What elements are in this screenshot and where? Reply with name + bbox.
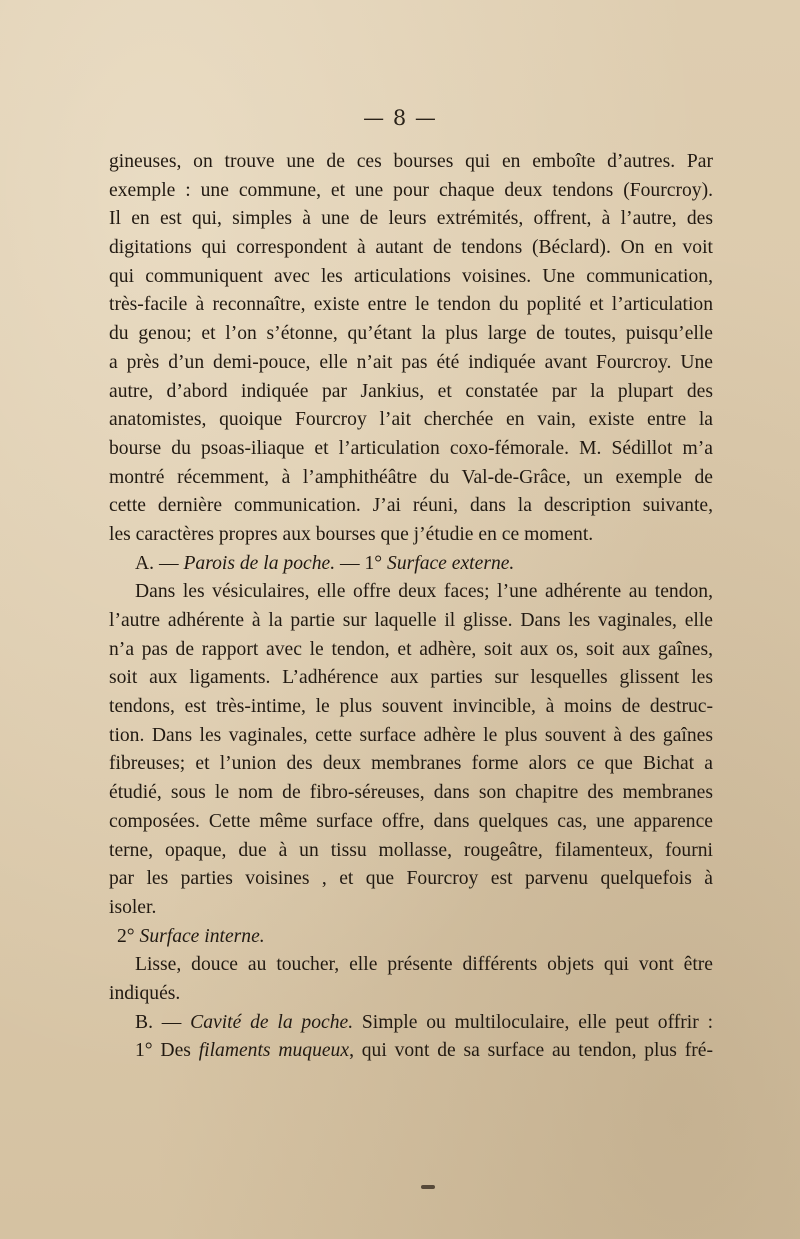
text-line bbox=[109, 291, 713, 320]
text-line bbox=[109, 148, 713, 177]
text-segment: exemple : une commune, et une pour chaque deux tendons (Fourcroy). bbox=[109, 179, 713, 201]
text-line bbox=[109, 234, 713, 263]
text-segment: Il en est qui, simples à une de leurs extrémités, offrent, à l’autre, des bbox=[109, 208, 713, 230]
text-segment: 1° Des bbox=[135, 1040, 199, 1062]
text-segment: tion. Dans les vaginales, cette surface adhère le plus souvent à des gaînes bbox=[109, 724, 713, 746]
text-line bbox=[109, 808, 713, 837]
text-segment: les caractères propres aux bourses que j’étudie en ce moment. bbox=[109, 523, 594, 545]
text-line bbox=[109, 636, 713, 665]
text-segment: digitations qui correspondent à autant de tendons (Béclard). On en voit bbox=[109, 237, 713, 259]
text-segment: Lisse, douce au toucher, elle présente différents objets qui vont être bbox=[135, 954, 713, 976]
text-segment: montré récemment, à l’amphithéâtre du Val-de-Grâce, un exemple de bbox=[109, 466, 713, 488]
text-segment: bourse du psoas-iliaque et l’articulation coxo-fémorale. M. Sédillot m’a bbox=[109, 437, 713, 459]
text-segment: A. — bbox=[135, 552, 184, 574]
text-line bbox=[109, 320, 713, 349]
text-segment: gineuses, on trouve une de ces bourses qui en emboîte d’autres. Par bbox=[109, 151, 713, 172]
text-segment: par les parties voisines , et que Fourcroy est parvenu quelquefois à bbox=[109, 868, 713, 890]
text-segment: n’a pas de rapport avec le tendon, et adhère, soit aux os, soit aux gaînes, bbox=[109, 638, 713, 660]
text-line bbox=[109, 664, 713, 693]
text-segment: anatomistes, quoique Fourcroy l’ait cherchée en vain, existe entre la bbox=[109, 409, 713, 431]
text-line bbox=[109, 464, 713, 493]
italic-text: Surface externe. bbox=[387, 552, 515, 574]
text-line bbox=[109, 205, 713, 234]
text-segment: a près d’un demi-pouce, elle n’ait pas été indiquée avant Fourcroy. Une bbox=[109, 351, 713, 373]
text-segment: l’autre adhérente à la partie sur laquelle il glisse. Dans les vaginales, elle bbox=[109, 610, 713, 631]
page-number: — 8 — bbox=[363, 106, 437, 130]
text-line bbox=[109, 177, 713, 206]
text-line bbox=[109, 607, 713, 636]
text-segment: étudié, sous le nom de fibro-séreuses, dans son chapitre des membranes bbox=[109, 782, 713, 804]
italic-text: filaments muqueux bbox=[198, 1040, 350, 1062]
printer-mark bbox=[421, 1185, 435, 1189]
text-line bbox=[109, 550, 713, 579]
text-line bbox=[109, 693, 713, 722]
text-segment: du genou; et l’on s’étonne, qu’étant la plus large de toutes, puisqu’elle bbox=[109, 323, 713, 345]
text-segment: très-facile à reconnaître, existe entre le tendon du poplité et l’articulation bbox=[109, 294, 713, 316]
text-segment: B. — bbox=[135, 1011, 191, 1033]
text-line bbox=[109, 378, 713, 407]
text-segment: tendons, est très-intime, le plus souvent invincible, à moins de destruc- bbox=[109, 696, 713, 718]
text-segment: isoler. bbox=[109, 896, 157, 918]
italic-text: Parois de la poche. bbox=[183, 552, 336, 574]
text-segment: composées. Cette même surface offre, dans quelques cas, une apparence bbox=[109, 810, 713, 832]
text-line bbox=[109, 349, 713, 378]
text-segment: Simple ou multiloculaire, elle peut offrir : bbox=[353, 1011, 714, 1033]
text-line bbox=[109, 263, 713, 292]
text-line bbox=[109, 837, 713, 866]
body-text bbox=[109, 148, 713, 1066]
text-segment: qui communiquent avec les articulations voisines. Une communication, bbox=[109, 265, 713, 287]
text-segment: Dans les vésiculaires, elle offre deux faces; l’une adhérente au tendon, bbox=[135, 581, 713, 603]
text-segment: soit aux ligaments. L’adhérence aux parties sur lesquelles glissent les bbox=[109, 667, 713, 689]
text-segment: terne, opaque, due à un tissu mollasse, rougeâtre, filamenteux, fourni bbox=[109, 839, 713, 861]
text-segment: cette dernière communication. J’ai réuni, dans la description suivante, bbox=[109, 495, 713, 517]
text-line bbox=[109, 865, 713, 894]
text-line bbox=[109, 779, 713, 808]
text-line bbox=[109, 980, 713, 1009]
text-line bbox=[109, 750, 713, 779]
text-line bbox=[109, 722, 713, 751]
text-segment: autre, d’abord indiquée par Jankius, et constatée par la plupart des bbox=[109, 380, 713, 402]
text-segment: fibreuses; et l’union des deux membranes forme alors ce que Bichat a bbox=[109, 753, 713, 775]
text-line bbox=[109, 435, 713, 464]
text-line bbox=[109, 1009, 713, 1038]
text-segment: 2° bbox=[117, 925, 140, 947]
text-line bbox=[109, 951, 713, 980]
text-line bbox=[109, 521, 713, 550]
italic-text: Surface interne. bbox=[139, 925, 265, 947]
text-segment: indiqués. bbox=[109, 982, 181, 1004]
text-segment: — 1° bbox=[335, 552, 388, 574]
text-segment: , qui vont de sa surface au tendon, plus fré- bbox=[349, 1040, 713, 1062]
text-line bbox=[109, 406, 713, 435]
text-line bbox=[109, 578, 713, 607]
italic-text: Cavité de la poche. bbox=[190, 1011, 354, 1033]
text-line bbox=[109, 894, 713, 923]
text-line bbox=[109, 492, 713, 521]
text-line bbox=[109, 923, 713, 952]
text-line bbox=[109, 1037, 713, 1066]
